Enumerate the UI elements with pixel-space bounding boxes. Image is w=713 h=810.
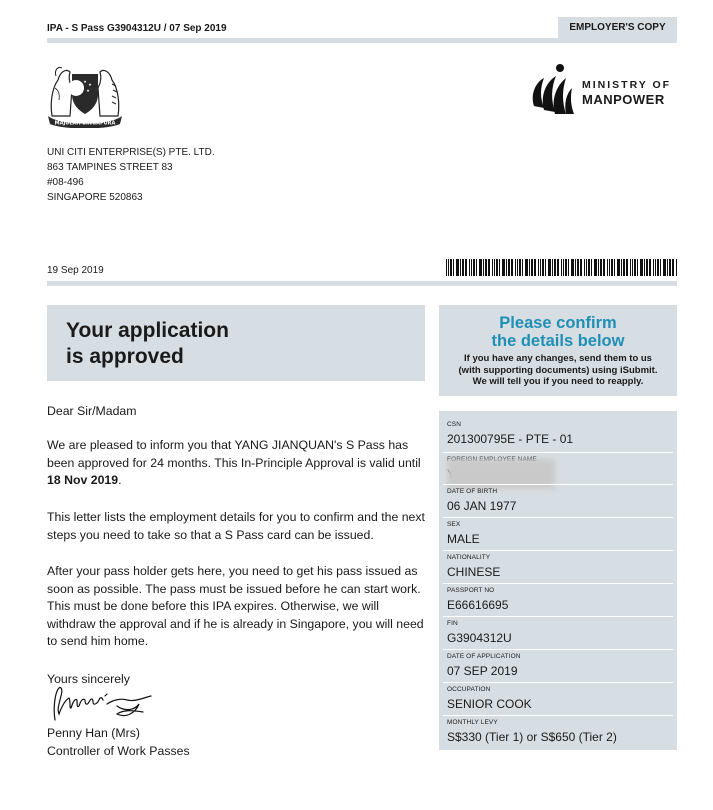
field-label: DATE OF BIRTH: [447, 488, 498, 495]
field-divider: [443, 484, 673, 485]
confirm-instructions-line: We will tell you if you need to reapply.: [472, 376, 644, 387]
confirm-instructions-line: (with supporting documents) using iSubmit.: [458, 364, 658, 376]
employers-copy-label: EMPLOYER'S COPY: [558, 17, 677, 38]
expiry-date: 18 Nov 2019: [47, 473, 119, 487]
approval-paragraph-end: .: [118, 473, 122, 487]
confirm-heading-line2: the details below: [491, 332, 625, 350]
field-divider: [443, 452, 673, 453]
approval-paragraph: [47, 437, 427, 490]
signer-title: Controller of Work Passes: [47, 744, 190, 758]
salutation: Dear Sir/Madam: [47, 404, 137, 418]
details-paragraph: This letter lists the employment details for you to confirm and the next steps you need to take so that a S Pass card can be issued.: [47, 510, 425, 542]
field-divider: [443, 649, 673, 650]
field-value: MALE: [447, 532, 480, 546]
date-of-application-field: [447, 653, 672, 679]
date-divider: [47, 281, 677, 286]
closing: Yours sincerely: [47, 672, 130, 686]
field-value: G3904312U: [447, 631, 512, 645]
singapore-crest-icon: [46, 58, 124, 128]
sex-field: [447, 521, 672, 547]
field-label: FIN: [447, 620, 458, 627]
field-value: 201300795E - PTE - 01: [447, 432, 574, 446]
field-divider: [443, 583, 673, 584]
confirm-heading-line1: Please confirm: [499, 314, 617, 332]
signer-name: Penny Han (Mrs): [47, 726, 140, 740]
occupation-field: [447, 686, 672, 712]
barcode-icon: [446, 259, 677, 276]
field-label: CSN: [447, 421, 462, 428]
signature-icon: [47, 680, 162, 726]
field-value: 07 SEP 2019: [447, 664, 518, 678]
approval-heading-line1: Your application: [66, 319, 229, 342]
field-label: OCCUPATION: [447, 686, 491, 693]
address-line: 863 TAMPINES STREET 83: [47, 162, 173, 173]
field-divider: [443, 616, 673, 617]
letter-date: 19 Sep 2019: [47, 265, 104, 276]
confirm-instructions: [439, 353, 677, 388]
field-label: PASSPORT NO: [447, 587, 495, 594]
header-divider: [47, 38, 677, 43]
fin-field: [447, 620, 672, 646]
crest-motto: MAJULAH SINGAPURA: [54, 120, 116, 127]
recipient-address: [47, 145, 215, 205]
field-label: SEX: [447, 521, 461, 528]
field-value: E66616695: [447, 598, 509, 612]
confirm-instructions-line: If you have any changes, send them to us: [464, 353, 652, 364]
approval-heading-line2: is approved: [66, 345, 184, 368]
csn-field: [447, 421, 672, 447]
field-label: DATE OF APPLICATION: [447, 653, 521, 660]
field-value: CHINESE: [447, 565, 501, 579]
field-value: SENIOR COOK: [447, 697, 532, 711]
field-label: MONTHLY LEVY: [447, 719, 498, 726]
address-line: SINGAPORE 520863: [47, 192, 143, 203]
field-divider: [443, 550, 673, 551]
approval-paragraph-text: We are pleased to inform you that YANG JIANQUAN's S Pass has been approved for 24 months. This In-Principle Approval is valid until: [47, 438, 421, 470]
passport-no-field: [447, 587, 672, 613]
confirm-heading: [439, 314, 677, 350]
ministry-name-line1: MINISTRY OF: [582, 79, 672, 91]
approval-heading: [66, 318, 366, 370]
address-line: #08-496: [47, 177, 84, 188]
field-divider: [443, 682, 673, 683]
field-value: S$330 (Tier 1) or S$650 (Tier 2): [447, 730, 617, 744]
date-of-birth-field: [447, 488, 672, 514]
nationality-field: [447, 554, 672, 580]
ministry-name-line2: MANPOWER: [582, 92, 665, 107]
monthly-levy-field: [447, 719, 672, 745]
field-label: NATIONALITY: [447, 554, 491, 561]
address-line: UNI CITI ENTERPRISE(S) PTE. LTD.: [47, 147, 215, 158]
field-value: 06 JAN 1977: [447, 499, 517, 513]
next-steps-paragraph: After your pass holder gets here, you need to get his pass issued as soon as possible. The pass must be issued before he can start work. This must be done before this IPA expires. Otherwise, we will withdraw the approval and if he is already in Singapore, you will need to send him home.: [47, 564, 424, 648]
document-reference: IPA - S Pass G3904312U / 07 Sep 2019: [47, 23, 227, 34]
field-divider: [443, 517, 673, 518]
field-divider: [443, 715, 673, 716]
